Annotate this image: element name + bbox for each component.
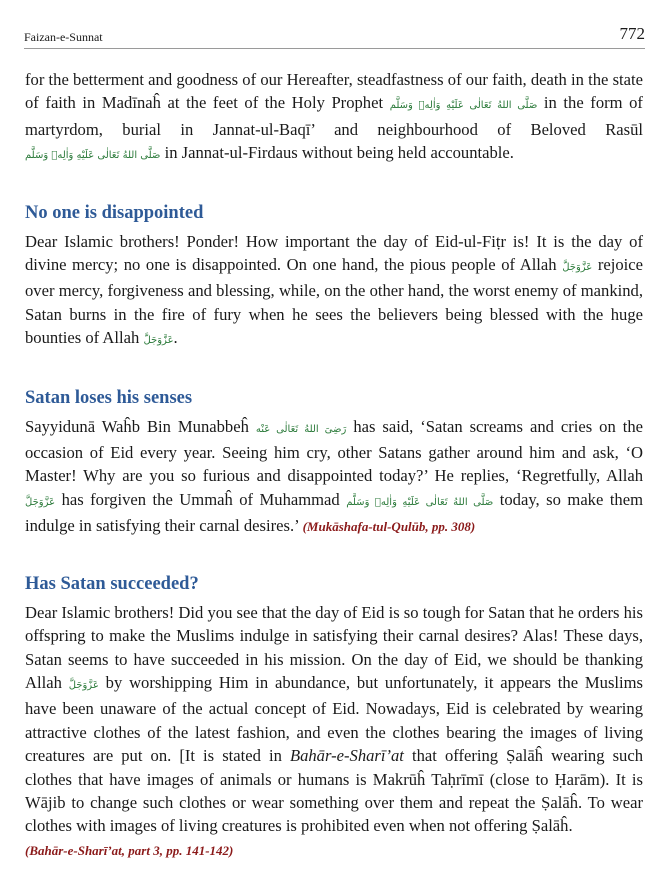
s2-text-4: today, so make them indulge in satisfying their carnal desires.’ [25, 489, 643, 536]
s2-text-3: has forgiven the Ummaĥ of Muhammad [61, 489, 340, 509]
paragraph-no-one-disappointed [25, 230, 643, 353]
heading-satan-succeeded: Has Satan succeeded? [25, 573, 199, 594]
radiya-calligraphy: رَضِیَ اللهُ تَعَالٰی عَنْه [255, 423, 347, 435]
intro-text-1: for the betterment and goodness of our Hereafter, steadfastness of our faith, death in the state of faith in Madīnaĥ at the feet of the Holy Prophet [25, 70, 643, 113]
intro-text-2: in the form of martyrdom, burial in Jannat-ul-Baqī’ and neighbourhood of Beloved Rasūl [25, 93, 643, 139]
reference-mukashafa: (Mukāshafa-tul-Qulūb, pp. 308) [302, 519, 476, 535]
s2-text-1: Sayyidunā Waĥb Bin Munabbeĥ [25, 416, 249, 436]
salutation-calligraphy-1: صَلَّى اللهُ تَعَالٰی عَلَيْهِ وَاٰلِهٖ وَسَلَّم [389, 100, 538, 112]
paragraph-satan-loses-senses [25, 415, 643, 539]
heading-satan-loses-senses: Satan loses his senses [25, 387, 193, 408]
s2-text-2: has said, ‘Satan screams and cries on the occasion of Eid every year. Seeing him cry, other Satans gather around him and ask, ‘O Master! Why are you so furious and disappointed today?’ He replies, ‘Regretfully, Allah [25, 416, 643, 486]
intro-text-3: in Jannat-ul-Firdaus without being held accountable. [164, 143, 514, 163]
page-number: 772 [619, 24, 645, 43]
s1-text-3: . [173, 328, 178, 348]
salutation-calligraphy-2: صَلَّى اللهُ تَعَالٰی عَلَيْهِ وَاٰلِهٖ وَسَلَّم [25, 150, 161, 162]
s3-text-3: that offering Ṣalāĥ wearing such clothes that have images of animals or humans is Makrūĥ Taḥrīmī (close to Ḥarām). It is Wājib to change such clothes or wear something over them and repeat the Ṣalāĥ. To wear clothes with images of living creatures is prohibited even when not offering Ṣalāĥ. [25, 746, 644, 836]
s1-text-1: Dear Islamic brothers! Ponder! How important the day of Eid-ul-Fiṭr is! It is the day of divine mercy; no one is disappointed. On one hand, the pious people of Allah [25, 231, 643, 275]
s3-text-2: by worshipping Him in abundance, but unfortunately, it appears the Muslims have been unaware of the actual concept of Eid. Nowadays, Eid is celebrated by wearing attractive clothes of the latest fashion, and even the clothes bearing the images of living creatures are put on. [It is stated in [25, 672, 643, 766]
heading-no-one-disappointed: No one is disappointed [25, 202, 204, 223]
page-header [24, 18, 645, 49]
page-body [25, 68, 643, 862]
azwajal-calligraphy-3: عَزَّوَجَلَّ [25, 496, 56, 508]
azwajal-calligraphy-4: عَزَّوَجَلَّ [68, 679, 99, 691]
s1-text-2: rejoice over mercy, forgiveness and blessing, while, on the other hand, the worst enemy of mankind, Satan burns in the fire of fury when he sees the believers being blessed with the huge bounties of Allah [25, 255, 643, 348]
azwajal-calligraphy-2: عَزَّوَجَلَّ [143, 335, 174, 347]
reference-bahar: (Bahār-e-Sharī’at, part 3, pp. 141-142) [25, 842, 234, 858]
salutation-calligraphy-3: صَلَّى اللهُ تَعَالٰی عَلَيْهِ وَاٰلِهٖ وَسَلَّم [346, 496, 494, 508]
book-title-bahar: Bahār-e-Sharī’at [289, 746, 404, 766]
s3-text-1: Dear Islamic brothers! Did you see that the day of Eid is so tough for Satan that he orders his offspring to make the Muslims indulge in satisfying their carnal desires? Alas! These days, Satan seems to have succeeded in his mission. On the day of Eid, we should be thanking Allah [25, 602, 643, 692]
intro-paragraph [25, 68, 643, 168]
azwajal-calligraphy-1: عَزَّوَجَلَّ [562, 262, 593, 274]
paragraph-satan-succeeded [25, 601, 643, 862]
book-title: Faizan-e-Sunnat [24, 30, 103, 44]
